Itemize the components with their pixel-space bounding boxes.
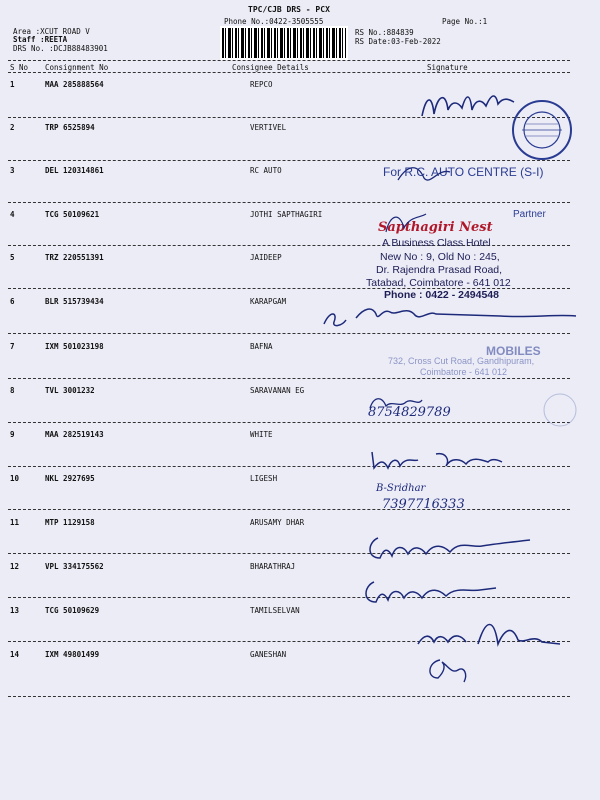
column-signature: Signature [427, 63, 468, 72]
row-sno: 13 [10, 606, 20, 615]
staff-label: Staff :REETA [13, 35, 68, 44]
hotel-address-3: Tatabad, Coimbatore - 641 012 [366, 277, 511, 289]
signature-row-12 [360, 576, 500, 610]
phone-number: Phone No.:0422-3505555 [224, 17, 324, 26]
bafna-stamp-address: 732, Cross Cut Road, Gandhipuram, [388, 356, 535, 366]
row-consignment: TRP 6525894 [45, 123, 95, 132]
row-consignee: GANESHAN [250, 650, 287, 659]
row-consignment: BLR 515739434 [45, 297, 104, 306]
faded-round-stamp [530, 392, 590, 428]
hotel-address-1: New No : 9, Old No : 245, [380, 251, 500, 263]
row-consignee: JAIDEEP [250, 253, 282, 262]
bafna-stamp-title: MOBILES [486, 344, 541, 358]
header-divider-top [8, 60, 570, 61]
row-consignment: NKL 2927695 [45, 474, 95, 483]
row-sno: 12 [10, 562, 20, 571]
row-consignee: BHARATHRAJ [250, 562, 296, 571]
row-consignee: VERTIVEL [250, 123, 287, 132]
row-divider [8, 202, 570, 203]
signature-row-4 [380, 208, 430, 238]
row-consignment: TCG 50109621 [45, 210, 100, 219]
row-consignment: IXM 49801499 [45, 650, 100, 659]
handwritten-phone-row-8: 8754829789 [368, 405, 451, 420]
row-sno: 6 [10, 297, 15, 306]
hotel-tagline: A Business Class Hotel [382, 237, 491, 249]
row-consignee: LIGESH [250, 474, 278, 483]
row-divider [8, 378, 570, 379]
area-label: Area :XCUT ROAD V [13, 27, 90, 36]
row-sno: 5 [10, 253, 15, 262]
row-consignee: TAMILSELVAN [250, 606, 300, 615]
table-row [0, 650, 600, 692]
signature-row-1 [418, 86, 518, 126]
row-consignment: TCG 50109629 [45, 606, 100, 615]
row-sno: 10 [10, 474, 20, 483]
row-sno: 11 [10, 518, 20, 527]
signature-row-9 [366, 446, 506, 474]
column-sno: S No [10, 63, 29, 72]
row-consignee: WHITE [250, 430, 273, 439]
row-divider [8, 333, 570, 334]
hotel-phone: Phone : 0422 - 2494548 [384, 289, 499, 301]
round-company-stamp [510, 98, 574, 162]
drs-number: DRS No. :DCJB88483901 [13, 44, 108, 53]
page-number: Page No.:1 [442, 17, 488, 26]
row-sno: 9 [10, 430, 15, 439]
row-divider [8, 696, 570, 697]
row-sno: 14 [10, 650, 20, 659]
row-sno: 1 [10, 80, 15, 89]
signature-row-3 [394, 160, 454, 188]
row-consignment: TVL 3001232 [45, 386, 95, 395]
row-consignment: IXM 501023198 [45, 342, 104, 351]
row-divider [8, 422, 570, 423]
row-consignee: BAFNA [250, 342, 273, 351]
row-consignment: MAA 285888564 [45, 80, 104, 89]
row-consignment: MTP 1129158 [45, 518, 95, 527]
signature-row-6 [320, 302, 580, 332]
signature-row-14 [422, 652, 472, 692]
handwritten-phone-row-10: 7397716333 [382, 497, 465, 512]
row-consignee: KARAPGAM [250, 297, 287, 306]
bafna-stamp-city: Coimbatore - 641 012 [420, 367, 508, 377]
header-divider-bottom [8, 72, 570, 73]
hotel-address-2: Dr. Rajendra Prasad Road, [376, 264, 503, 276]
row-consignment: DEL 120314861 [45, 166, 104, 175]
row-consignment: VPL 334175562 [45, 562, 104, 571]
row-consignment: TRZ 220551391 [45, 253, 104, 262]
row-consignee: ARUSAMY DHAR [250, 518, 305, 527]
rs-date: RS Date:03-Feb-2022 [355, 37, 441, 46]
partner-stamp: Partner [513, 209, 546, 220]
rc-auto-stamp: For R.C. AUTO CENTRE (S-I) [383, 165, 544, 179]
row-sno: 4 [10, 210, 15, 219]
column-consignment: Consignment No [45, 63, 109, 72]
row-consignee: SARAVANAN EG [250, 386, 305, 395]
row-divider [8, 160, 570, 161]
rs-number: RS No.:884839 [355, 28, 414, 37]
row-consignee: RC AUTO [250, 166, 282, 175]
handwritten-name-row-10: B-Sridhar [376, 483, 426, 494]
row-divider [8, 509, 570, 510]
row-sno: 3 [10, 166, 15, 175]
row-sno: 7 [10, 342, 15, 351]
row-sno: 8 [10, 386, 15, 395]
row-consignment: MAA 282519143 [45, 430, 104, 439]
signature-row-13 [414, 614, 564, 654]
row-sno: 2 [10, 123, 15, 132]
column-consignee: Consignee Details [232, 63, 309, 72]
barcode [222, 28, 346, 58]
row-consignee: JOTHI SAPTHAGIRI [250, 210, 323, 219]
sheet-title: TPC/CJB DRS - PCX [248, 5, 330, 14]
hotel-name-stamp: Sapthagiri Nest [378, 220, 493, 235]
row-consignee: REPCO [250, 80, 273, 89]
signature-row-11 [364, 530, 534, 566]
